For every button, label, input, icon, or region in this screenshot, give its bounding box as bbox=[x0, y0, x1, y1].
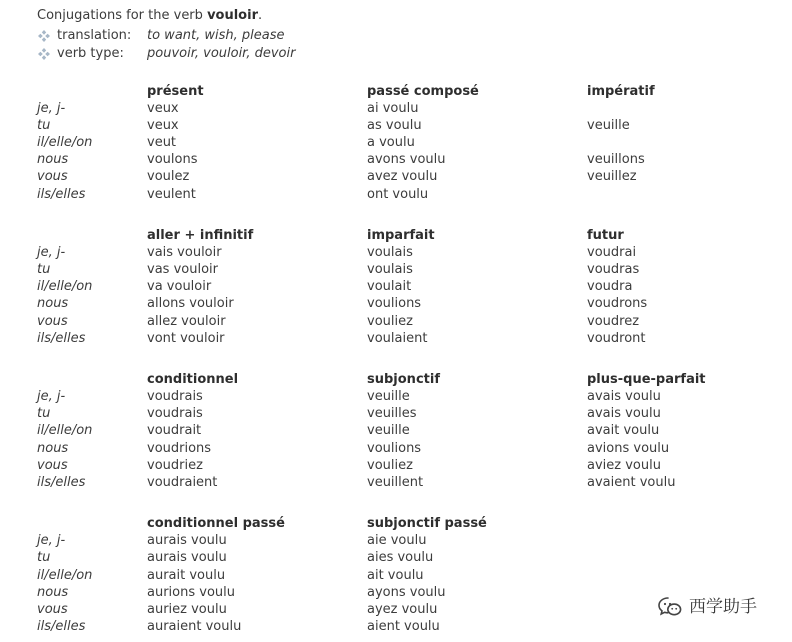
pronoun-il: il/elle/on bbox=[37, 135, 93, 151]
form-conditionnel-passe: auriez voulu bbox=[147, 602, 227, 618]
conjugation-row bbox=[37, 117, 782, 134]
form-subjonctif: veuilles bbox=[367, 406, 417, 422]
form-imparfait: voulaient bbox=[367, 330, 428, 346]
conjugation-block-1 bbox=[37, 83, 782, 203]
conjugation-row bbox=[37, 278, 782, 295]
header-spacer bbox=[37, 371, 147, 388]
form-imperatif bbox=[587, 100, 777, 117]
form-present: veut bbox=[147, 135, 177, 151]
form-imperatif bbox=[587, 134, 777, 151]
tense-heading-conditionnel-passe: conditionnel passé bbox=[147, 516, 285, 532]
form-conditionnel: voudrais bbox=[147, 406, 203, 422]
title-prefix: Conjugations for the verb bbox=[37, 8, 203, 23]
form-futur: voudra bbox=[587, 279, 633, 295]
form-futur: voudrons bbox=[587, 296, 648, 312]
conjugation-row bbox=[37, 457, 782, 474]
form-passe-compose: ont voulu bbox=[367, 186, 429, 202]
form-plus-que-parfait: avaient voulu bbox=[587, 475, 676, 491]
form-imperatif bbox=[587, 186, 777, 203]
conjugation-row bbox=[37, 405, 782, 422]
pronoun-je: je, j- bbox=[37, 244, 66, 260]
conjugation-row bbox=[37, 532, 782, 549]
conjugation-row bbox=[37, 295, 782, 312]
watermark-text: 西学助手 bbox=[689, 597, 757, 617]
pronoun-ils: ils/elles bbox=[37, 330, 86, 346]
conjugation-row bbox=[37, 422, 782, 439]
form-conditionnel-passe: aurais voulu bbox=[147, 550, 227, 566]
wechat-icon bbox=[658, 596, 682, 618]
form-conditionnel: voudrais bbox=[147, 389, 203, 405]
form-aller-infinitif: allons vouloir bbox=[147, 296, 234, 312]
form-conditionnel-passe: aurions voulu bbox=[147, 584, 235, 600]
header-spacer bbox=[37, 515, 147, 532]
form-plus-que-parfait: avais voulu bbox=[587, 389, 661, 405]
tense-heading-futur: futur bbox=[587, 227, 624, 243]
info-verb-type bbox=[37, 45, 295, 63]
tense-heading-subjonctif-passe: subjonctif passé bbox=[367, 516, 487, 532]
form-futur: voudras bbox=[587, 262, 640, 278]
form-subjonctif: voulions bbox=[367, 440, 422, 456]
form-subjonctif-passe: ayons voulu bbox=[367, 584, 446, 600]
conjugation-row bbox=[37, 186, 782, 203]
tense-heading-subjonctif: subjonctif bbox=[367, 371, 440, 387]
form-aller-infinitif: vont vouloir bbox=[147, 330, 225, 346]
form-conditionnel-passe: aurait voulu bbox=[147, 567, 226, 583]
form-imperatif: veuillez bbox=[587, 169, 637, 185]
form-plus-que-parfait: aviez voulu bbox=[587, 457, 661, 473]
conjugation-row bbox=[37, 100, 782, 117]
conjugation-block-2 bbox=[37, 227, 782, 347]
conjugation-row bbox=[37, 618, 782, 635]
tense-heading-imparfait: imparfait bbox=[367, 227, 435, 243]
pronoun-je: je, j- bbox=[37, 533, 66, 549]
form-imperatif: veuille bbox=[587, 117, 630, 133]
conjugation-row bbox=[37, 244, 782, 261]
watermark bbox=[658, 595, 757, 619]
form-subjonctif-passe: aies voulu bbox=[367, 550, 434, 566]
tense-heading-passe-compose: passé composé bbox=[367, 83, 479, 99]
form-conditionnel: voudraient bbox=[147, 475, 218, 491]
tense-heading-conditionnel: conditionnel bbox=[147, 371, 239, 387]
form-present: voulons bbox=[147, 152, 198, 168]
info-label: verb type: bbox=[57, 46, 124, 61]
pronoun-je: je, j- bbox=[37, 100, 66, 116]
form-present: veux bbox=[147, 117, 179, 133]
tense-header-row bbox=[37, 83, 782, 100]
form-subjonctif: vouliez bbox=[367, 457, 413, 473]
form-imperatif: veuillons bbox=[587, 152, 645, 168]
form-present: voulez bbox=[147, 169, 190, 185]
form-plus-que-parfait: avait voulu bbox=[587, 423, 660, 439]
form-imparfait: vouliez bbox=[367, 313, 413, 329]
page-title bbox=[37, 7, 262, 24]
pronoun-vous: vous bbox=[37, 457, 68, 473]
conjugation-row bbox=[37, 134, 782, 151]
form-conditionnel: voudrions bbox=[147, 440, 212, 456]
tense-header-row bbox=[37, 227, 782, 244]
tense-heading-plus-que-parfait: plus-que-parfait bbox=[587, 371, 706, 387]
form-subjonctif: veuillent bbox=[367, 475, 424, 491]
conjugation-row bbox=[37, 549, 782, 566]
tense-header-row bbox=[37, 371, 782, 388]
form-plus-que-parfait: avais voulu bbox=[587, 406, 661, 422]
pronoun-vous: vous bbox=[37, 602, 68, 618]
tense-heading-imperatif: impératif bbox=[587, 83, 655, 99]
form-imparfait: voulais bbox=[367, 262, 413, 278]
form-subjonctif-passe: aient voulu bbox=[367, 619, 440, 635]
tense-header-row bbox=[37, 515, 782, 532]
form-futur: voudrai bbox=[587, 244, 637, 260]
pronoun-ils: ils/elles bbox=[37, 186, 86, 202]
form-aller-infinitif: allez vouloir bbox=[147, 313, 226, 329]
pronoun-ils: ils/elles bbox=[37, 619, 86, 635]
form-aller-infinitif: vas vouloir bbox=[147, 262, 218, 278]
conjugation-row bbox=[37, 168, 782, 185]
form-conditionnel-passe: auraient voulu bbox=[147, 619, 242, 635]
bullet-icon bbox=[37, 45, 57, 63]
form-subjonctif: veuille bbox=[367, 423, 410, 439]
form-passe-compose: avons voulu bbox=[367, 152, 446, 168]
conjugation-page bbox=[37, 0, 782, 642]
conjugation-row bbox=[37, 388, 782, 405]
header-spacer bbox=[37, 227, 147, 244]
info-label: translation: bbox=[57, 28, 132, 43]
pronoun-nous: nous bbox=[37, 152, 69, 168]
form-passe-compose: ai voulu bbox=[367, 100, 419, 116]
form-imparfait: voulais bbox=[367, 244, 413, 260]
pronoun-il: il/elle/on bbox=[37, 279, 93, 295]
pronoun-tu: tu bbox=[37, 406, 51, 422]
form-subjonctif-passe: ayez voulu bbox=[367, 602, 438, 618]
form-aller-infinitif: va vouloir bbox=[147, 279, 212, 295]
form-subjonctif-passe: ait voulu bbox=[367, 567, 424, 583]
pronoun-nous: nous bbox=[37, 584, 69, 600]
form-subjonctif-passe: aie voulu bbox=[367, 533, 427, 549]
conjugation-row bbox=[37, 261, 782, 278]
form-aller-infinitif: vais vouloir bbox=[147, 244, 222, 260]
info-translation bbox=[37, 27, 285, 45]
conjugation-row bbox=[37, 567, 782, 584]
conjugation-row bbox=[37, 151, 782, 168]
conjugation-row bbox=[37, 313, 782, 330]
form-passe-compose: avez voulu bbox=[367, 169, 438, 185]
pronoun-tu: tu bbox=[37, 262, 51, 278]
pronoun-je: je, j- bbox=[37, 389, 66, 405]
form-passe-compose: a voulu bbox=[367, 135, 415, 151]
pronoun-il: il/elle/on bbox=[37, 423, 93, 439]
conjugation-row bbox=[37, 330, 782, 347]
title-verb: vouloir bbox=[207, 8, 258, 23]
bullet-icon bbox=[37, 27, 57, 45]
title-suffix: . bbox=[257, 8, 263, 23]
form-conditionnel: voudriez bbox=[147, 457, 203, 473]
pronoun-il: il/elle/on bbox=[37, 567, 93, 583]
conjugation-row bbox=[37, 474, 782, 491]
header-spacer bbox=[37, 83, 147, 100]
pronoun-vous: vous bbox=[37, 169, 68, 185]
pronoun-nous: nous bbox=[37, 440, 69, 456]
form-plus-que-parfait: avions voulu bbox=[587, 440, 670, 456]
pronoun-tu: tu bbox=[37, 550, 51, 566]
form-conditionnel: voudrait bbox=[147, 423, 202, 439]
form-subjonctif: veuille bbox=[367, 389, 410, 405]
info-value: pouvoir, vouloir, devoir bbox=[147, 46, 296, 61]
pronoun-nous: nous bbox=[37, 296, 69, 312]
form-imparfait: voulait bbox=[367, 279, 412, 295]
form-conditionnel-passe: aurais voulu bbox=[147, 533, 227, 549]
pronoun-tu: tu bbox=[37, 117, 51, 133]
form-passe-compose: as voulu bbox=[367, 117, 422, 133]
form-futur: voudront bbox=[587, 330, 646, 346]
form-imparfait: voulions bbox=[367, 296, 422, 312]
pronoun-ils: ils/elles bbox=[37, 475, 86, 491]
form-futur: voudrez bbox=[587, 313, 640, 329]
tense-heading-aller-infinitif: aller + infinitif bbox=[147, 227, 254, 243]
form-present: veux bbox=[147, 100, 179, 116]
form-present: veulent bbox=[147, 186, 196, 202]
conjugation-block-3 bbox=[37, 371, 782, 491]
tense-heading-present: présent bbox=[147, 83, 204, 99]
info-value: to want, wish, please bbox=[147, 28, 285, 43]
conjugation-row bbox=[37, 440, 782, 457]
pronoun-vous: vous bbox=[37, 313, 68, 329]
